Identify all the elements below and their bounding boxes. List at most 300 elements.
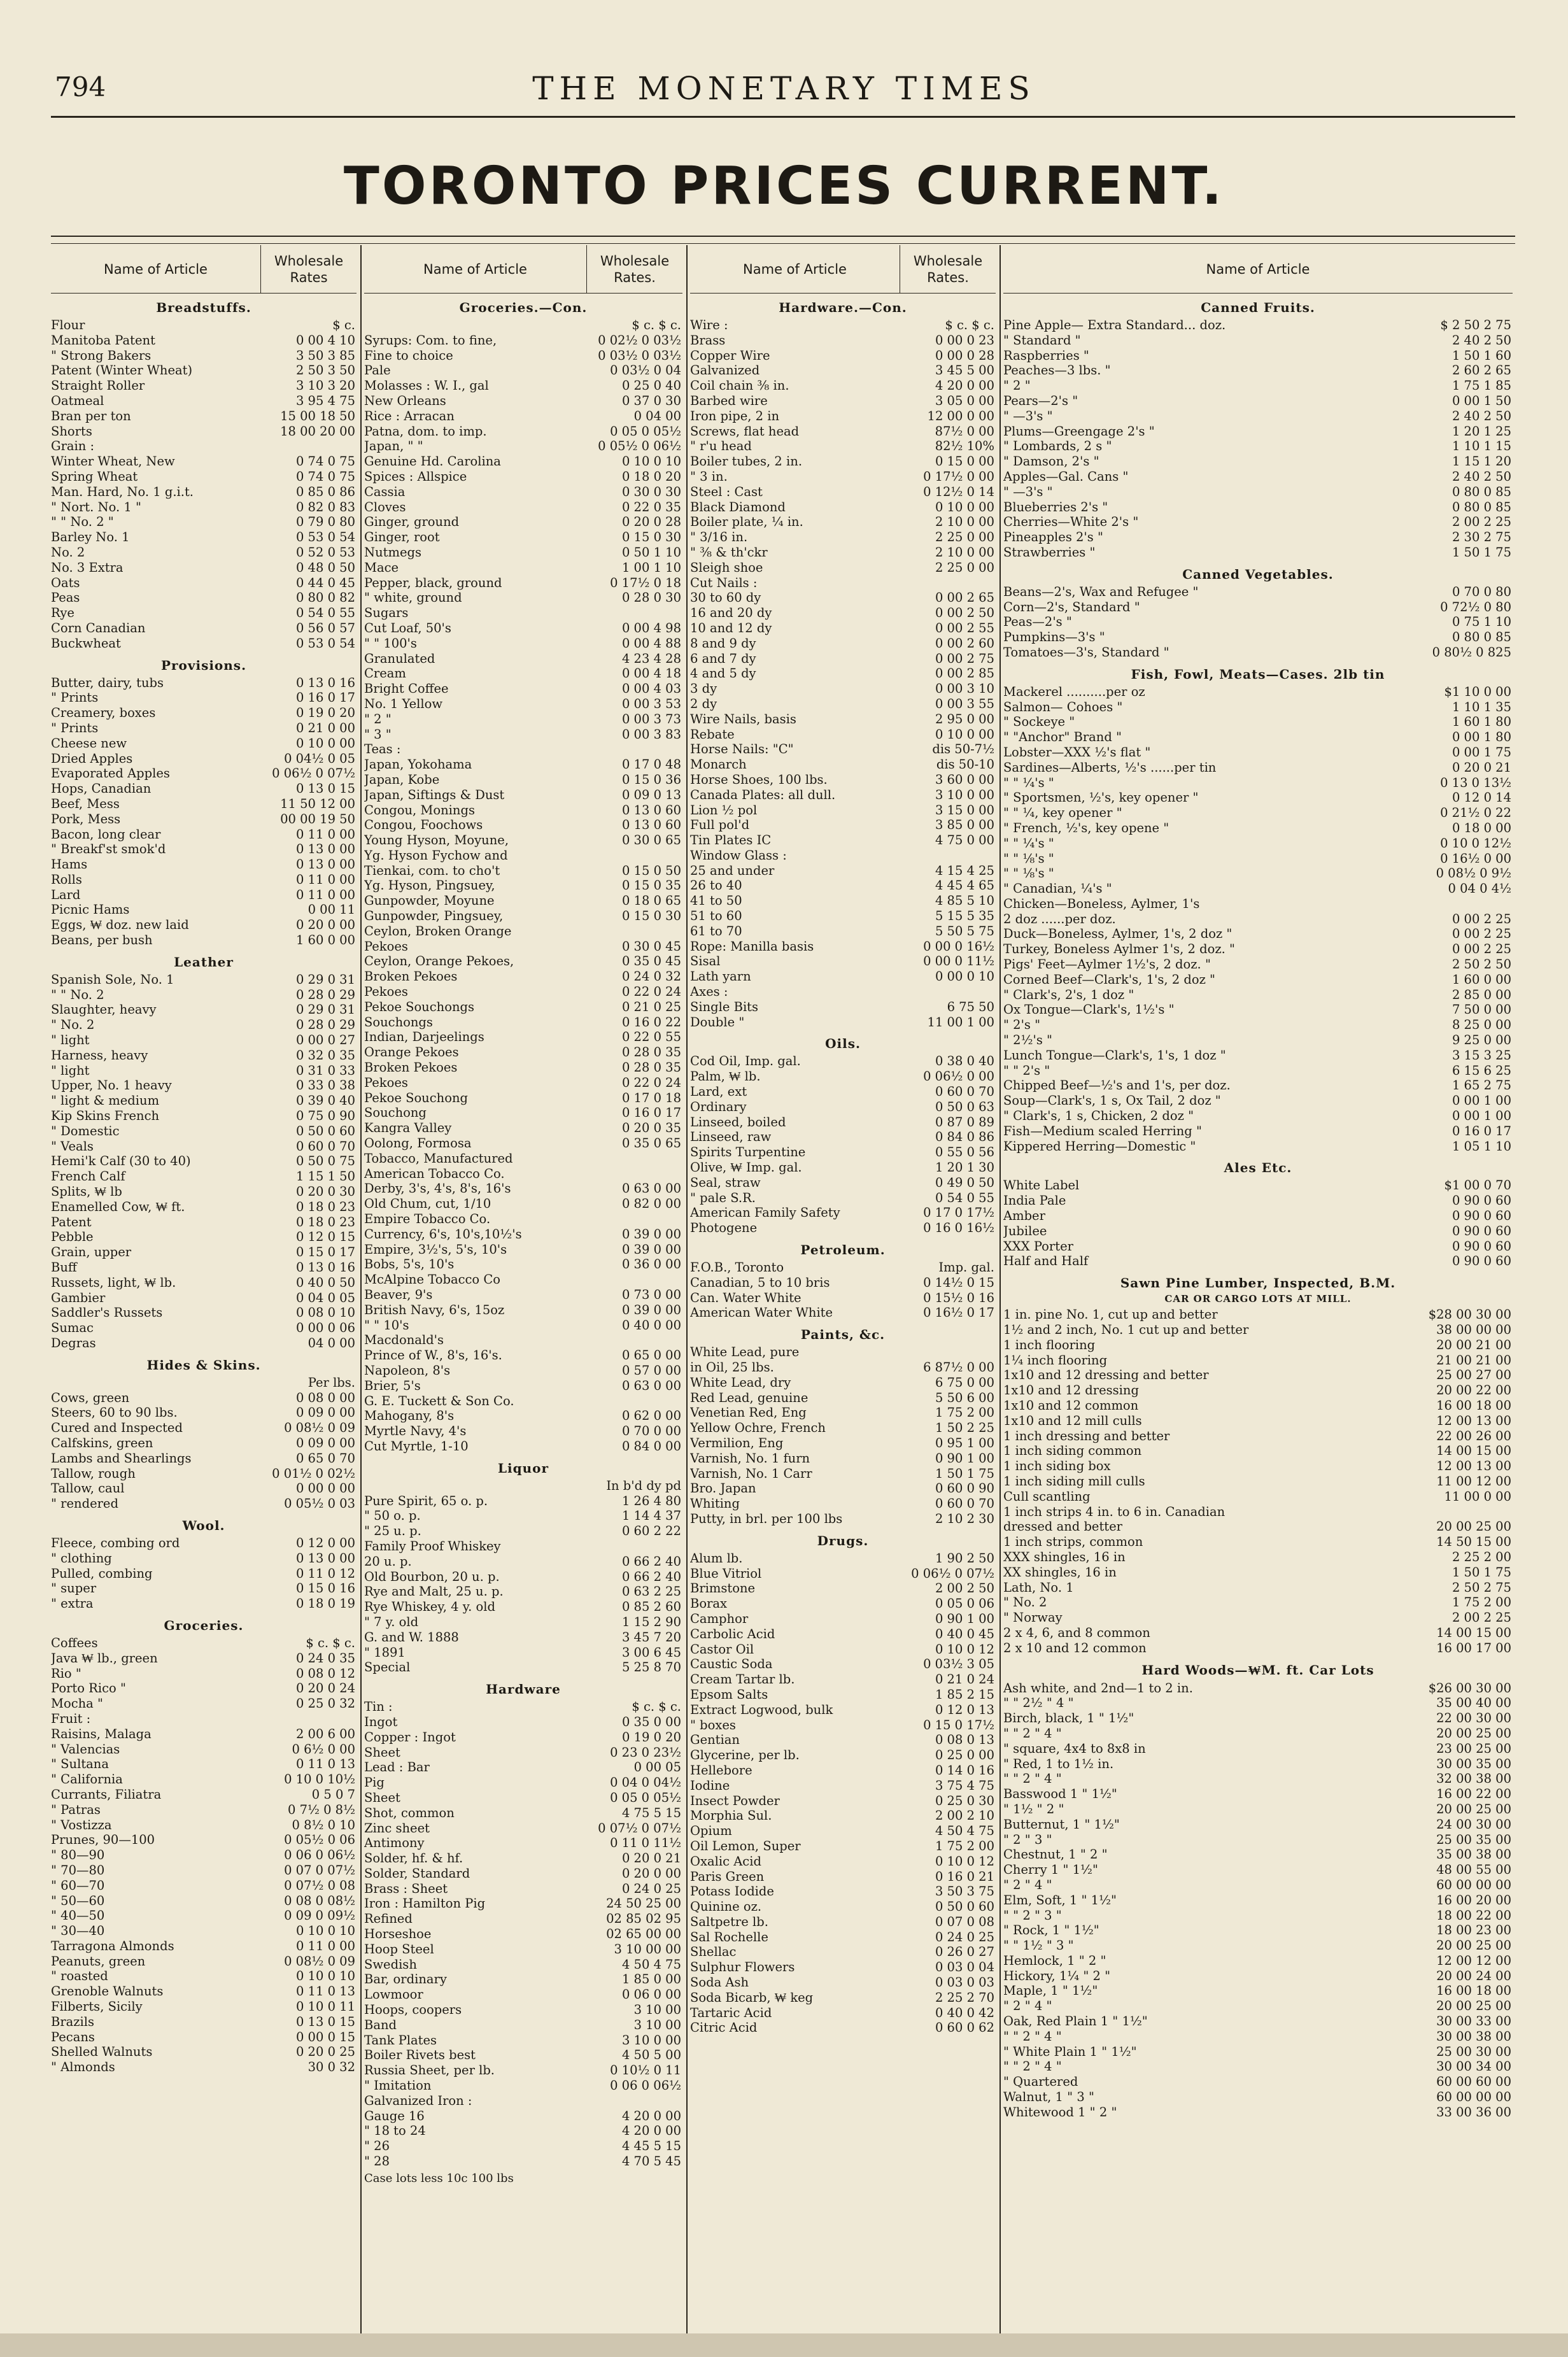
- column-header: [364, 245, 682, 294]
- wholesale-rate: 0 20 0 28: [621, 514, 681, 530]
- price-row: [1003, 926, 1513, 942]
- wholesale-rate: 0 20 0 25: [295, 2044, 355, 2060]
- wholesale-rate: 3 10 3 20: [295, 378, 355, 393]
- article-name: Pulled, combing: [51, 1566, 153, 1581]
- price-row: [690, 1345, 996, 1360]
- wholesale-rate: 0 80½ 0 825: [1432, 644, 1511, 660]
- price-row: [51, 2014, 357, 2030]
- wholesale-rate: 0 04 0 4½: [1448, 881, 1511, 896]
- wholesale-rate: 3 10 00: [633, 2017, 681, 2032]
- price-row: [51, 857, 357, 872]
- price-row: [364, 500, 682, 515]
- price-row: [1003, 1254, 1513, 1269]
- article-name: Iron : Hamilton Pig: [364, 1896, 486, 1911]
- wholesale-rate: 1 15 1 50: [295, 1169, 355, 1184]
- article-name: 10 and 12 dy: [690, 620, 772, 635]
- article-name: Spring Wheat: [51, 469, 138, 484]
- price-row: [1003, 1048, 1513, 1063]
- price-row: [1003, 1953, 1513, 1969]
- section-heading: Hard Woods—₩M. ft. Car Lots: [1141, 1662, 1374, 1678]
- wholesale-rate: 1 20 1 25: [1451, 423, 1511, 439]
- price-row: [364, 863, 682, 879]
- price-row: [1003, 1610, 1513, 1625]
- wholesale-rate: 0 06 0 06½: [284, 1848, 355, 1863]
- article-name: Swedish: [364, 1957, 417, 1972]
- article-name: 1 inch dressing and better: [1003, 1428, 1170, 1443]
- article-name: Patna, dom. to imp.: [364, 423, 487, 439]
- article-name: " 2 ": [364, 711, 392, 726]
- article-name: " 25 u. p.: [364, 1524, 421, 1539]
- price-row: [1003, 584, 1513, 600]
- wholesale-rate: 0 10 0 12½: [1440, 835, 1511, 851]
- wholesale-rate: 0 90 0 60: [1451, 1254, 1511, 1269]
- price-row: [51, 2060, 357, 2075]
- column-header: [51, 245, 357, 294]
- price-row: [51, 530, 357, 545]
- article-name: Salmon— Cohoes ": [1003, 699, 1123, 714]
- price-row: [690, 651, 996, 667]
- price-row: [51, 1908, 357, 1923]
- article-name: " Standard ": [1003, 332, 1081, 348]
- price-row: [1003, 1353, 1513, 1368]
- price-row: [1003, 1771, 1513, 1787]
- wholesale-rate: 2 30 2 75: [1451, 530, 1511, 545]
- article-name: Shelled Walnuts: [51, 2044, 153, 2060]
- wholesale-rate: 24 50 25 00: [606, 1896, 681, 1911]
- wholesale-rate: $1 10 0 00: [1444, 684, 1511, 699]
- price-row: [690, 1748, 996, 1763]
- price-row: [690, 1930, 996, 1945]
- wholesale-rate: 0 60 0 62: [935, 2020, 994, 2035]
- price-row: [51, 1696, 357, 1711]
- wholesale-rate: 0 13 0 16: [295, 1260, 355, 1275]
- article-name: Syrups: Com. to fine,: [364, 332, 497, 348]
- price-row: [364, 1715, 682, 1730]
- price-row: [51, 1305, 357, 1320]
- wholesale-rate: 0 15 0 30: [621, 530, 681, 545]
- price-row: [51, 766, 357, 781]
- price-row: [690, 2020, 996, 2035]
- article-name: Pekoes: [364, 984, 408, 1000]
- wholesale-rate: 3 10 0 00: [621, 2032, 681, 2048]
- article-name: XX shingles, 16 in: [1003, 1564, 1117, 1580]
- wholesale-rate: 0 00 4 88: [621, 635, 681, 651]
- wholesale-rate: [586, 1212, 682, 1227]
- wholesale-rate: 1 50 1 75: [935, 1466, 994, 1481]
- wholesale-rate: 16 00 18 00: [1436, 1398, 1511, 1413]
- price-row: [51, 348, 357, 364]
- article-name: " 28: [364, 2154, 390, 2169]
- article-name: Linseed, boiled: [690, 1114, 786, 1129]
- wholesale-rate: 30 00 35 00: [1436, 1756, 1511, 1771]
- article-name: Oak, Red Plain 1 " 1½": [1003, 2014, 1148, 2029]
- column-divider: [999, 245, 1001, 2346]
- price-row: [364, 1227, 682, 1242]
- wholesale-rate: 0 11 0 00: [295, 887, 355, 902]
- article-name: Hams: [51, 857, 88, 872]
- wholesale-rate: 0 35 0 00: [621, 1714, 681, 1729]
- price-row: [51, 560, 357, 576]
- wholesale-rate: 3 10 00 00: [614, 1941, 681, 1957]
- price-row: [690, 954, 996, 969]
- wholesale-rate: 1 15 2 90: [621, 1614, 681, 1629]
- price-row: [1003, 630, 1513, 645]
- article-name: Castor Oil: [690, 1641, 754, 1657]
- wholesale-rate: 0 18 0 65: [621, 893, 681, 909]
- article-name: Copper Wire: [690, 348, 770, 363]
- article-name: 20 u. p.: [364, 1554, 412, 1569]
- price-row: [51, 1566, 357, 1582]
- price-row: [364, 2063, 682, 2078]
- wholesale-rate: 30 00 33 00: [1436, 2014, 1511, 2029]
- price-row: [364, 1821, 682, 1836]
- article-name: " Sultana: [51, 1757, 109, 1772]
- price-row: [364, 651, 682, 667]
- price-row: [51, 1391, 357, 1406]
- article-name: Sheet: [364, 1745, 400, 1760]
- wholesale-rate: 0 05 0 05½: [610, 1790, 681, 1805]
- header-name: Name of Article: [104, 261, 208, 277]
- price-row: [51, 1093, 357, 1108]
- wholesale-rate: $ 2 50 2 75: [1440, 318, 1511, 332]
- article-name: Winter Wheat, New: [51, 454, 175, 469]
- article-name: Beans—2's, Wax and Refugee ": [1003, 584, 1199, 599]
- price-row: [51, 1596, 357, 1611]
- price-row: [51, 1742, 357, 1757]
- price-row: [364, 1927, 682, 1942]
- article-name: Corned Beef—Clark's, 1's, 2 doz ": [1003, 972, 1216, 987]
- article-name: " r'u head: [690, 439, 752, 454]
- wholesale-rate: 1 50 1 60: [1451, 348, 1511, 363]
- article-name: British Navy, 6's, 15oz: [364, 1302, 505, 1317]
- article-name: " Rock, 1 " 1½": [1003, 1923, 1099, 1938]
- section-heading: Oils.: [825, 1036, 861, 1052]
- article-name: Java ₩ lb., green: [51, 1650, 158, 1666]
- wholesale-rate: 0 17 0 17½: [923, 1205, 994, 1221]
- wholesale-rate: 0 00 4 03: [621, 681, 681, 697]
- article-name: Double ": [690, 1014, 745, 1030]
- price-row: [51, 409, 357, 424]
- article-name: Band: [364, 2017, 397, 2032]
- article-name: Pebble: [51, 1229, 94, 1245]
- wholesale-rate: 0 16 0 22: [621, 1014, 681, 1030]
- price-row: [51, 1802, 357, 1818]
- article-name: Ginger, root: [364, 530, 440, 545]
- article-name: Gentian: [690, 1732, 740, 1748]
- price-row: [51, 1215, 357, 1230]
- article-name: " clothing: [51, 1550, 112, 1566]
- price-row: [1003, 1847, 1513, 1862]
- wholesale-rate: 7 50 0 00: [1451, 1002, 1511, 1017]
- wholesale-rate: 0 85 2 60: [621, 1599, 681, 1615]
- article-name: " Red, 1 to 1½ in.: [1003, 1756, 1114, 1771]
- price-row: [690, 1291, 996, 1306]
- price-row: [51, 1863, 357, 1878]
- article-name: Rye Whiskey, 4 y. old: [364, 1599, 496, 1615]
- wholesale-rate: 1 10 1 15: [1451, 439, 1511, 454]
- wholesale-rate: 1 50 2 25: [935, 1420, 994, 1436]
- article-name: " " ¼'s ": [1003, 835, 1054, 851]
- price-row: [364, 788, 682, 803]
- price-row: [690, 454, 996, 469]
- price-row: [364, 1645, 682, 1660]
- price-row: [690, 378, 996, 393]
- price-row: [51, 1154, 357, 1169]
- article-name: Fine to choice: [364, 348, 453, 363]
- article-name: " pale S.R.: [690, 1190, 756, 1205]
- price-row: [690, 1160, 996, 1175]
- wholesale-rate: 0 26 0 27: [935, 1944, 994, 1960]
- article-name: " light: [51, 1063, 90, 1078]
- wholesale-rate: 0 07 0 08: [935, 1914, 994, 1929]
- article-name: Potass Iodide: [690, 1884, 774, 1899]
- price-row: [690, 1732, 996, 1748]
- wholesale-rate: 14 50 15 00: [1436, 1534, 1511, 1550]
- price-row: [51, 1999, 357, 2014]
- wholesale-rate: 0 10 0 10: [621, 454, 681, 469]
- price-row: [364, 1242, 682, 1257]
- price-row: [690, 469, 996, 485]
- price-row: [51, 1063, 357, 1079]
- wholesale-rate: 0 10 0 00: [295, 735, 355, 751]
- article-name: Pure Spirit, 65 o. p.: [364, 1493, 488, 1508]
- article-name: " 50 o. p.: [364, 1508, 421, 1524]
- wholesale-rate: 0 7½ 0 8½: [287, 1802, 355, 1817]
- price-row: [690, 924, 996, 939]
- price-row: [364, 1790, 682, 1806]
- price-row: [51, 972, 357, 987]
- article-name: " 2 " 3 ": [1003, 1832, 1052, 1847]
- wholesale-rate: 0 03½ 0 03½: [598, 348, 681, 363]
- price-row: [690, 848, 996, 863]
- price-row: [1003, 775, 1513, 791]
- price-row: [51, 333, 357, 348]
- price-row: [690, 788, 996, 803]
- article-name: Teas :: [364, 742, 401, 757]
- wholesale-rate: 0 37 0 30: [621, 393, 681, 408]
- article-name: Antimony: [364, 1836, 425, 1851]
- price-row: [1003, 1224, 1513, 1239]
- wholesale-rate: 60 00 00 00: [1436, 2090, 1511, 2105]
- article-name: " " 2½ " 4 ": [1003, 1695, 1074, 1711]
- price-row: [51, 1275, 357, 1291]
- article-name: Tobacco, Manufactured: [364, 1150, 513, 1166]
- price-row: [364, 2154, 682, 2169]
- wholesale-rate: 0 13 0 15: [295, 781, 355, 796]
- wholesale-rate: 0 90 0 60: [1451, 1238, 1511, 1254]
- article-name: Cull scantling: [1003, 1489, 1091, 1504]
- price-row: [1003, 1519, 1513, 1534]
- article-name: " light & medium: [51, 1093, 160, 1108]
- article-name: " 2 " 4 ": [1003, 1999, 1052, 2014]
- article-name: Butter, dairy, tubs: [51, 675, 164, 690]
- price-row: [364, 1524, 682, 1539]
- wholesale-rate: 21 00 21 00: [1436, 1352, 1511, 1368]
- article-name: Peanuts, green: [51, 1953, 146, 1969]
- article-name: Boiler plate, ¼ in.: [690, 514, 803, 530]
- price-row: [690, 1115, 996, 1130]
- price-row: [1003, 881, 1513, 896]
- wholesale-rate: 0 19 0 20: [295, 705, 355, 721]
- article-name: Coffees: [51, 1635, 98, 1650]
- price-row: [690, 1260, 996, 1275]
- price-row: [1003, 1093, 1513, 1108]
- price-row: [364, 742, 682, 757]
- wholesale-rate: 0 60 0 70: [295, 1138, 355, 1154]
- wholesale-rate: 4 50 5 00: [621, 2048, 681, 2063]
- price-row: [364, 848, 682, 863]
- wholesale-rate: 0 18 0 23: [295, 1199, 355, 1214]
- wholesale-rate: 0 25 0 00: [935, 1748, 994, 1763]
- price-row: [1003, 333, 1513, 348]
- wholesale-rate: [899, 848, 996, 863]
- section-heading: Groceries.—Con.: [459, 300, 588, 315]
- price-row: [1003, 1741, 1513, 1757]
- wholesale-rate: 0 54 0 55: [295, 605, 355, 621]
- article-name: " super: [51, 1581, 97, 1596]
- price-row: [51, 1169, 357, 1184]
- column-header: [690, 245, 996, 294]
- article-name: Enamelled Cow, ₩ ft.: [51, 1199, 185, 1214]
- article-name: Varnish, No. 1 Carr: [690, 1466, 812, 1481]
- article-name: 1 inch siding common: [1003, 1443, 1142, 1459]
- wholesale-rate: 0 29 0 31: [295, 972, 355, 987]
- wholesale-rate: [586, 742, 682, 757]
- wholesale-rate: 24 00 30 00: [1436, 1816, 1511, 1832]
- article-name: American Water White: [690, 1305, 833, 1320]
- wholesale-rate: 0 80 0 85: [1451, 499, 1511, 514]
- article-name: Canadian, 5 to 10 bris: [690, 1275, 830, 1290]
- wholesale-rate: 0 28 0 29: [295, 1017, 355, 1033]
- article-name: Rebate: [690, 726, 735, 742]
- article-name: F.O.B., Toronto: [690, 1260, 784, 1275]
- article-name: Bacon, long clear: [51, 826, 161, 842]
- wholesale-rate: 4 23 4 28: [621, 651, 681, 666]
- article-name: Cloves: [364, 499, 406, 514]
- price-row: [364, 1775, 682, 1790]
- price-row: [1003, 1063, 1513, 1079]
- article-name: Saltpetre lb.: [690, 1914, 768, 1929]
- wholesale-rate: 25 00 30 00: [1436, 2044, 1511, 2059]
- price-row: [51, 1291, 357, 1306]
- article-name: Grenoble Walnuts: [51, 1984, 164, 1999]
- price-row: [51, 500, 357, 515]
- price-row: [1003, 1078, 1513, 1093]
- wholesale-rate: 38 00 00 00: [1436, 1322, 1511, 1338]
- wholesale-rate: 0 09 0 00: [295, 1435, 355, 1450]
- wholesale-rate: 2 00 2 10: [935, 1808, 994, 1823]
- price-row: [1003, 1695, 1513, 1711]
- price-row: [690, 1436, 996, 1451]
- wholesale-rate: 4 75 5 15: [621, 1805, 681, 1820]
- wholesale-rate: 1 05 1 10: [1451, 1138, 1511, 1154]
- price-row: [51, 781, 357, 796]
- wholesale-rate: 0 03½ 3 05: [923, 1657, 994, 1672]
- article-name: Single Bits: [690, 999, 759, 1014]
- article-name: Tarragona Almonds: [51, 1938, 174, 1953]
- article-name: [364, 1478, 586, 1494]
- wholesale-rate: [586, 2093, 682, 2109]
- article-name: Straight Roller: [51, 378, 145, 393]
- wholesale-rate: 0 05 0 06: [935, 1596, 994, 1611]
- price-row: [1003, 1383, 1513, 1398]
- wholesale-rate: 0 08 0 10: [295, 1305, 355, 1320]
- price-row: [690, 1100, 996, 1115]
- wholesale-rate: 0 15 0 17: [295, 1245, 355, 1260]
- price-row: [1003, 600, 1513, 615]
- price-row: [1003, 821, 1513, 836]
- article-name: Granulated: [364, 651, 435, 666]
- article-name: Mocha ": [51, 1696, 103, 1711]
- wholesale-rate: 2 10 0 00: [935, 544, 994, 560]
- article-name: No. 2: [51, 544, 85, 560]
- article-name: White Lead, dry: [690, 1375, 791, 1390]
- price-row: [1003, 866, 1513, 881]
- article-name: " No. 2: [51, 1017, 95, 1033]
- price-row: [364, 1196, 682, 1212]
- price-row: [364, 727, 682, 742]
- article-name: " " 100's: [364, 635, 417, 651]
- wholesale-rate: 11 00 12 00: [1436, 1473, 1511, 1489]
- wholesale-rate: [586, 1539, 682, 1554]
- price-row: [1003, 1193, 1513, 1208]
- article-name: Citric Acid: [690, 2020, 758, 2035]
- article-name: Japan, Yokohama: [364, 757, 472, 772]
- wholesale-rate: 6 75 50: [947, 999, 994, 1014]
- article-name: Wire :: [690, 318, 728, 332]
- article-name: Dried Apples: [51, 751, 133, 766]
- wholesale-rate: 0 21 0 25: [621, 999, 681, 1014]
- wholesale-rate: 3 00 6 45: [621, 1645, 681, 1660]
- price-row: [364, 772, 682, 788]
- wholesale-rate: 0 22 0 24: [621, 984, 681, 1000]
- wholesale-rate: 0 15 0 36: [621, 772, 681, 787]
- price-row: [1003, 1124, 1513, 1139]
- wholesale-rate: 0 30 0 65: [621, 833, 681, 848]
- wholesale-rate: 0 08½ 0 9½: [1436, 866, 1511, 881]
- price-row: [1003, 1878, 1513, 1893]
- price-row: [51, 1923, 357, 1939]
- article-name: Molasses : W. I., gal: [364, 378, 489, 393]
- wholesale-rate: 2 25 2 00: [1451, 1549, 1511, 1564]
- wholesale-rate: 0 84 0 86: [935, 1129, 994, 1145]
- article-name: " " 2 " 4 ": [1003, 1725, 1062, 1741]
- article-name: Lath, No. 1: [1003, 1580, 1074, 1595]
- wholesale-rate: 11 50 12 00: [280, 796, 355, 811]
- price-row: [364, 1394, 682, 1409]
- price-row: [364, 1851, 682, 1866]
- article-name: Broken Pekoes: [364, 1060, 458, 1075]
- wholesale-rate: 0 13 0 16: [295, 675, 355, 690]
- price-row: [690, 1145, 996, 1160]
- price-row: [51, 1451, 357, 1466]
- article-name: 2 dy: [690, 696, 717, 711]
- price-row: [1003, 2044, 1513, 2060]
- wholesale-rate: 30 00 38 00: [1436, 2028, 1511, 2044]
- section-heading: Leather: [174, 954, 234, 970]
- section-heading: Hardware.—Con.: [779, 300, 907, 315]
- article-name: Rye and Malt, 25 u. p.: [364, 1584, 504, 1599]
- wholesale-rate: [586, 924, 682, 939]
- price-row: [364, 424, 682, 439]
- wholesale-rate: 0 13 0 00: [295, 857, 355, 872]
- wholesale-rate: In b'd dy pd: [606, 1478, 681, 1493]
- wholesale-rate: 2 50 3 50: [295, 363, 355, 378]
- price-row: [364, 833, 682, 848]
- wholesale-rate: 0 12 0 00: [295, 1535, 355, 1550]
- wholesale-rate: [586, 1333, 682, 1348]
- article-name: Opium: [690, 1823, 732, 1839]
